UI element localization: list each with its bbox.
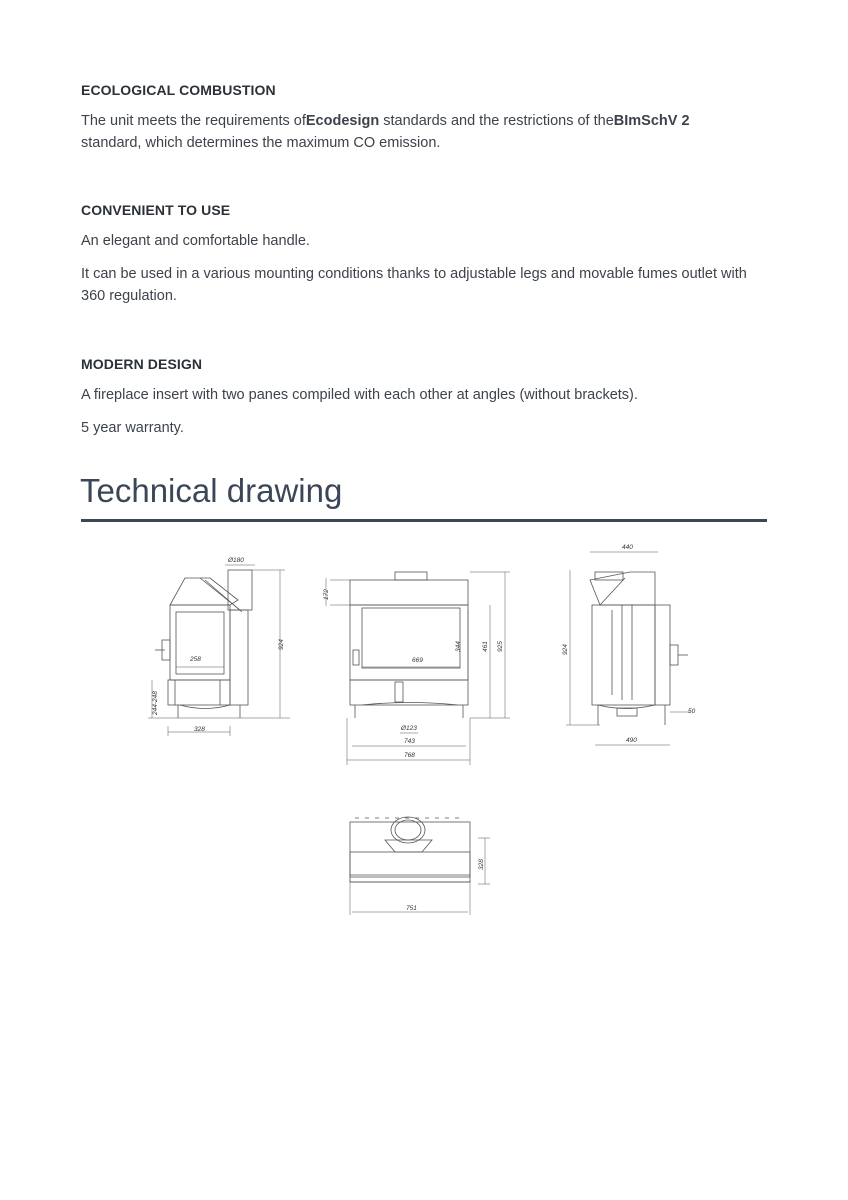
section-heading: MODERN DESIGN	[81, 356, 203, 372]
technical-drawing-title: Technical drawing	[80, 472, 343, 509]
dim-label: 244-248	[152, 691, 159, 715]
dim-label: 924	[278, 639, 285, 650]
front-view-drawing	[326, 572, 510, 765]
section-paragraph: An elegant and comfortable handle.	[81, 233, 310, 249]
dim-label: 440	[622, 544, 633, 551]
section-paragraph: 5 year warranty.	[81, 420, 184, 436]
dim-label: 925	[497, 641, 504, 652]
dim-label: 50	[688, 708, 696, 715]
bold-term: BImSchV 2	[613, 113, 690, 129]
right-view-drawing	[566, 552, 690, 745]
dim-label: 461	[482, 641, 489, 652]
section-paragraph: A fireplace insert with two panes compiled with each other at angles (without brackets).	[81, 387, 638, 403]
dim-label: Ø123	[401, 725, 417, 732]
dim-label: 751	[406, 905, 417, 912]
dim-label: 172	[323, 589, 330, 600]
top-view-drawing	[350, 817, 490, 915]
dimension-labels	[152, 544, 696, 912]
dim-label: 344	[455, 641, 462, 652]
dim-label: 924	[562, 644, 569, 655]
bold-term: Ecodesign	[305, 113, 380, 129]
dim-label: 328	[478, 859, 485, 870]
text-run: standard, which determines the maximum CO emission.	[81, 135, 441, 151]
dim-label: 328	[194, 726, 205, 733]
section-paragraph: It can be used in a various mounting conditions thanks to adjustable legs and movable fumes outlet with 360 regulation.	[81, 266, 747, 304]
dim-label: 490	[626, 737, 637, 744]
text-run: The unit meets the requirements of	[81, 113, 306, 129]
dim-label: 669	[412, 657, 423, 664]
side-view-drawing	[148, 565, 290, 736]
section-heading: CONVENIENT TO USE	[81, 202, 231, 218]
dim-label: 743	[404, 738, 415, 745]
text-run: standards and the restrictions of the	[379, 113, 614, 129]
dim-label: 258	[190, 656, 201, 663]
dim-label: Ø180	[228, 557, 244, 564]
dim-label: 768	[404, 752, 415, 759]
section-heading: ECOLOGICAL COMBUSTION	[81, 82, 276, 98]
